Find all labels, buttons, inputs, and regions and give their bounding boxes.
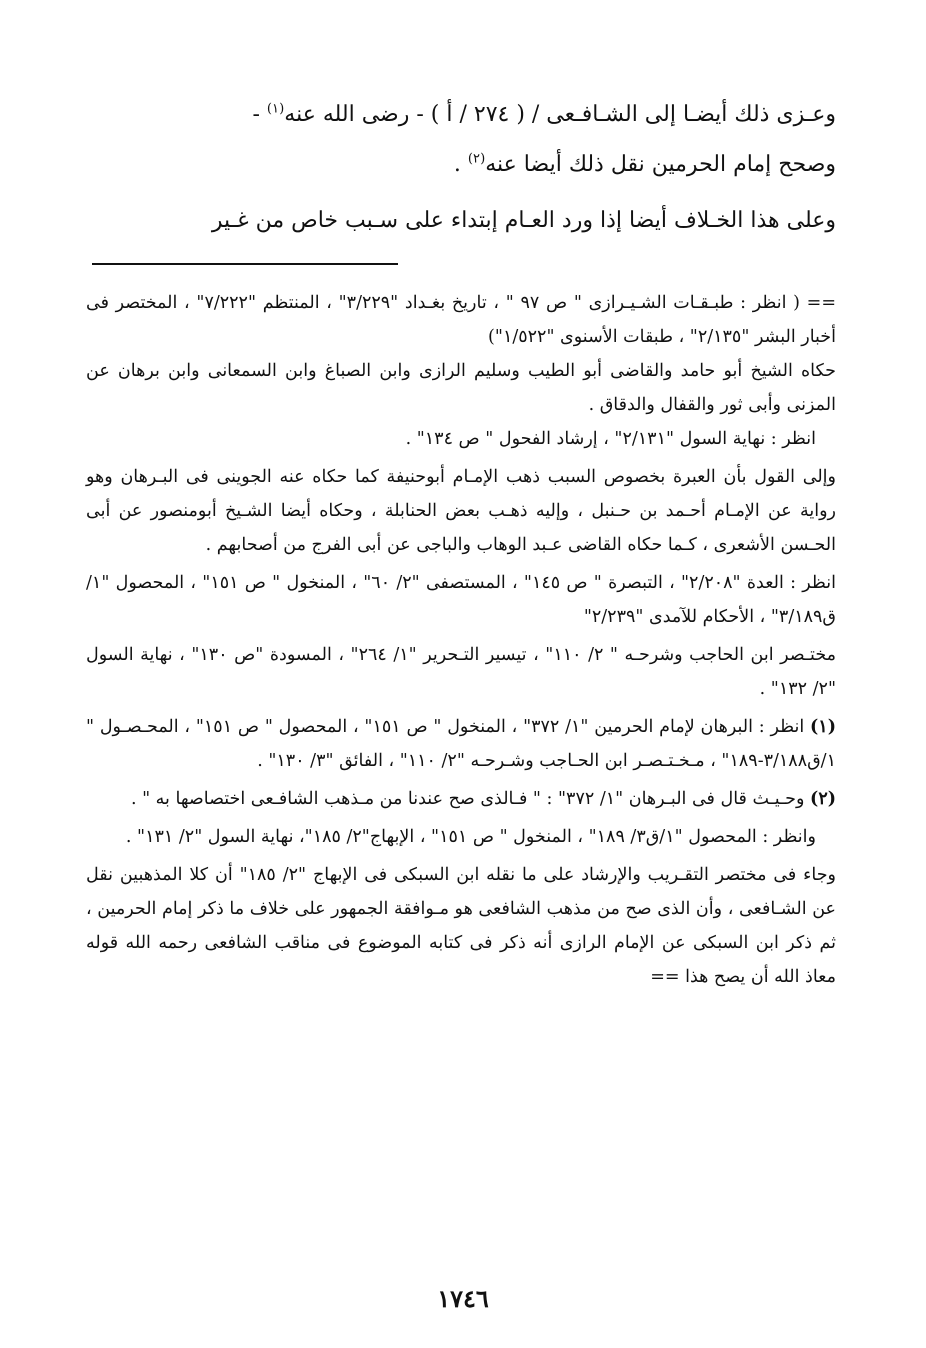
footnote-2-number: (٢) (810, 789, 836, 809)
main-line-1-text: وعـزى ذلك أيضـا إلى الشـافـعى / ( ٢٧٤ / أ ) - رضى الله عنه (284, 102, 836, 127)
footnote-continuation-5: انظر : العدة "٢/٢٠٨" ، التبصرة " ص ١٤٥" ، المستصفى "٢/ ٦٠" ، المنخول " ص ١٥١" ، المحصول "١/ ق٣/١٨٩" ، الأحكام للآمدى "٢/٢٣٩" (86, 573, 836, 627)
footnote-continuation-4: وإلى القول بأن العبرة بخصوص السبب ذهب الإمـام أبوحنيفة كما حكاه عنه الجوينى فى البـرهان وهو رواية عن الإمـام أحـمد بن حـنبل ، وإليه ذهـب بعض الحنابلة ، وحكاه أيضا الشـيخ أبومنصور عن أبى الحـسن الأشعرى ، كـما حكاه القاضى عـبد الوهاب والباجى عن أبى الفرج من أصحابهم . (86, 467, 836, 555)
main-line-1-end: - (252, 102, 267, 127)
footnote-2-references: وانظر : المحصول "١/ق٣/ ١٨٩" ، المنخول " ص ١٥١" ، الإبهاج"٢/ ١٨٥"، نهاية السول "٢/ ١٣١" . (125, 827, 816, 847)
footnote-continuation-6: مختـصر ابن الحاجب وشرحـه " ٢/ ١١٠" ، تيسير التـحرير "١/ ٢٦٤" ، المسودة "ص ١٣٠" ، نهاية السول "٢/ ١٣٢" . (86, 645, 836, 699)
footnote-1-text: انظر : البرهان لإمام الحرمين "١/ ٣٧٢" ، المنخول " ص ١٥١" ، المحصول " ص ١٥١" ، المحـصـول " ١/ق٣/١٨٨-١٨٩" ، مـخـتـصـر ابن الحـاجب وشـرحـه "٢/ ١١٠" ، الفائق "٣/ ١٣٠" . (86, 717, 836, 771)
footnote-1 (86, 710, 836, 778)
footnote-ref-2: (٢) (467, 151, 486, 167)
page-number: ١٧٤٦ (437, 1284, 489, 1313)
main-line-2-end: . (453, 152, 468, 177)
main-line-3: وعلى هذا الخـلاف أيضا إذا ورد العـام إبتداء على سـبب خاص من غـير (211, 208, 836, 233)
footnote-2 (86, 782, 836, 816)
main-text (86, 90, 836, 246)
footnote-1-number: (١) (810, 717, 836, 737)
footnote-separator (92, 263, 398, 265)
footnote-2-text: وحـيـث قال فى البـرهان "١/ ٣٧٢" : " فـالذى صح عندنا من مـذهب الشافـعى اختصاصها به " . (130, 789, 805, 809)
footnote-2-more: وجاء فى مختصر التقـريب والإرشاد على ما نقله ابن السبكى فى الإبهاج "٢/ ١٨٥" أن كلا المذهبين نقل عن الشـافعى ، وأن الذى صح من مذهب الشافعى هو مـوافقة الجمهور على خلاف ما ذكر إمام الحرمين ، ثم ذكر ابن السبكى عن الإمام الرازى أنه ذكر فى كتابه الموضوع فى مناقب الشافعى رحمه الله قوله معاذ الله أن يصح هذا == (86, 865, 836, 987)
footnote-continuation-3: انظر : نهاية السول "٢/١٣١" ، إرشاد الفحول " ص ١٣٤" . (405, 429, 816, 449)
footnote-continuation-2: حكاه الشيخ أبو حامد والقاضى أبو الطيب وسليم الرازى وابن الصباغ وابن السمعانى وابن برهان عن المزنى وأبى ثور والقفال والدقاق . (86, 361, 836, 415)
main-line-2-text: وصحح إمام الحرمين نقل ذلك أيضا عنه (485, 152, 836, 177)
main-line-1 (86, 90, 836, 140)
footnotes (86, 286, 836, 994)
main-line-2 (86, 140, 836, 190)
footnote-continuation-1: == ( انظر : طبـقـات الشـيـرازى " ص ٩٧ " ، تاريخ بغـداد "٣/٢٢٩" ، المنتظم "٧/٢٢٢" ، المختصر فى أخبار البشر "٢/١٣٥" ، طبقات الأسنوى "١/٥٢٢") (86, 293, 836, 347)
footnote-ref-1: (١) (266, 101, 285, 117)
